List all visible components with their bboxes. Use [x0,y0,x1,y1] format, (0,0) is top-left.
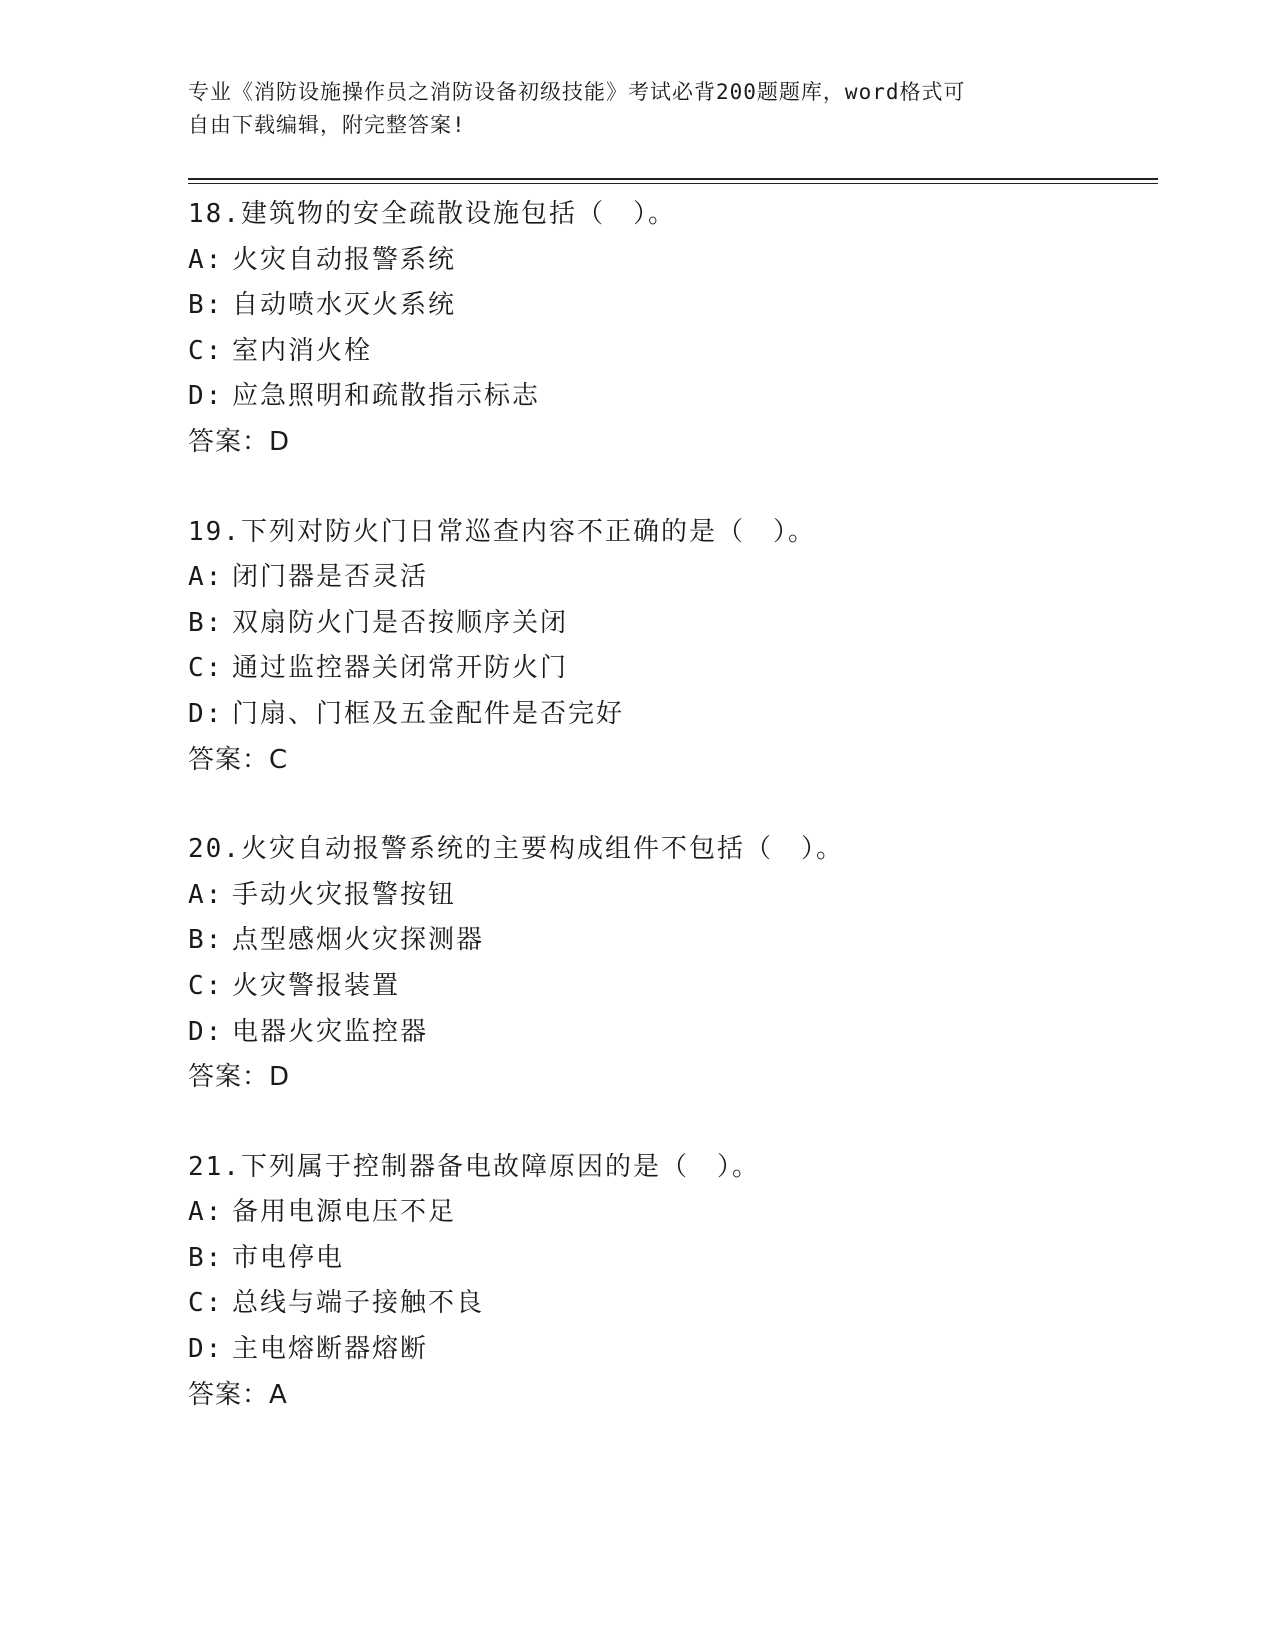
document-header [188,76,1088,142]
option-text: 主电熔断器熔断 [232,1334,429,1365]
option-text: 备用电源电压不足 [232,1197,457,1228]
option-d [188,692,1158,738]
question-item [188,192,1158,466]
option-d [188,1010,1158,1056]
option-text: 手动火灾报警按钮 [232,879,457,910]
option-a [188,873,1158,919]
answer-line: 答案：D [188,1062,291,1093]
question-item [188,1145,1158,1419]
option-text: 自动喷水灭火系统 [232,290,457,321]
option-letter: A: [188,562,224,593]
option-letter: B: [188,1242,224,1273]
option-letter: B: [188,925,224,956]
header-line-2: 自由下载编辑，附完整答案! [188,113,466,137]
option-letter: D: [188,1016,224,1047]
option-letter: C: [188,970,224,1001]
option-text: 室内消火栓 [232,335,373,366]
option-b [188,1236,1158,1282]
option-a [188,1190,1158,1236]
question-stem: 20.火灾自动报警系统的主要构成组件不包括（ ）。 [188,834,844,865]
header-line-1: 专业《消防设施操作员之消防设备初级技能》考试必背200题题库，word格式可 [188,80,966,104]
option-c [188,329,1158,375]
option-text: 总线与端子接触不良 [232,1288,485,1319]
option-text: 闭门器是否灵活 [232,562,429,593]
header-divider-thick [188,178,1158,180]
option-b [188,601,1158,647]
option-text: 火灾警报装置 [232,970,401,1001]
option-text: 应急照明和疏散指示标志 [232,381,541,412]
option-letter: A: [188,879,224,910]
option-d [188,1327,1158,1373]
option-text: 门扇、门框及五金配件是否完好 [232,698,625,729]
question-item [188,827,1158,1101]
option-b [188,283,1158,329]
answer-line: 答案：C [188,744,289,775]
option-text: 市电停电 [232,1242,345,1273]
question-stem: 18.建筑物的安全疏散设施包括（ ）。 [188,199,676,229]
header-divider-thin [188,183,1158,184]
option-a [188,238,1158,284]
option-letter: D: [188,698,224,729]
option-c [188,964,1158,1010]
answer-line: 答案：D [188,426,291,457]
option-a [188,555,1158,601]
option-c [188,1281,1158,1327]
question-list [188,192,1158,1462]
option-letter: C: [188,1288,224,1319]
option-d [188,374,1158,420]
option-letter: D: [188,381,224,412]
option-text: 电器火灾监控器 [232,1016,429,1047]
option-letter: B: [188,290,224,321]
question-stem: 21.下列属于控制器备电故障原因的是（ ）。 [188,1151,760,1182]
option-letter: B: [188,607,224,638]
option-text: 点型感烟火灾探测器 [232,925,485,956]
option-text: 火灾自动报警系统 [232,244,457,275]
option-letter: D: [188,1334,224,1365]
option-letter: A: [188,1197,224,1228]
option-letter: A: [188,244,224,275]
question-item [188,510,1158,784]
option-c [188,646,1158,692]
answer-line: 答案：A [188,1379,288,1410]
question-stem: 19.下列对防火门日常巡查内容不正确的是（ ）。 [188,516,816,547]
option-text: 双扇防火门是否按顺序关闭 [232,607,569,638]
option-text: 通过监控器关闭常开防火门 [232,653,569,684]
option-b [188,918,1158,964]
option-letter: C: [188,653,224,684]
option-letter: C: [188,335,224,366]
